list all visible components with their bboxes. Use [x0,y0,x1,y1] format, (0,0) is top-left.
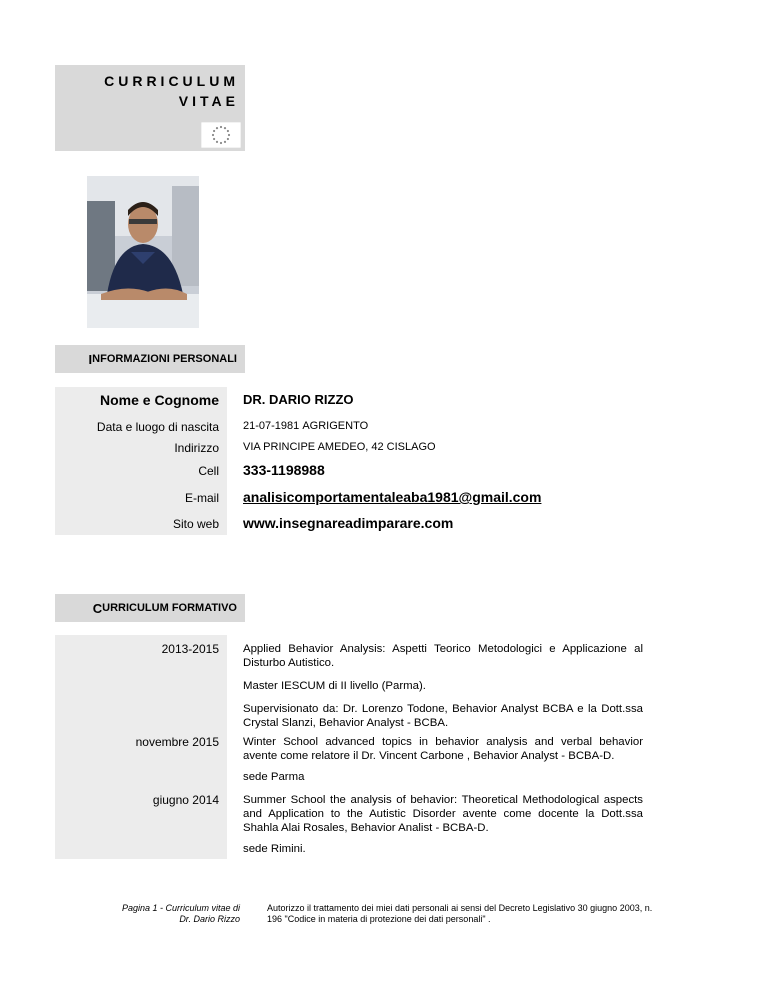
birth-place: AGRIGENTO [302,420,369,432]
personal-info-header [55,345,245,373]
personal-info-label-column [55,387,227,535]
entry-date: 2013-2015 [161,642,219,656]
cv-title-line1: CURRICULUM [104,73,239,89]
training-header [55,594,245,622]
cv-title [104,71,239,111]
footer-page-info [122,903,240,925]
name-value: DR. DARIO RIZZO [243,392,354,407]
footer-page-line2: Dr. Dario Rizzo [179,914,240,924]
address-label: Indirizzo [174,441,219,455]
entry-paragraph: Applied Behavior Analysis: Aspetti Teorico Metodologici e Applicazione al Disturbo Autistico. [243,643,643,669]
email-link[interactable]: analisicomportamentaleaba1981@gmail.com [243,489,542,505]
birth-date: 21-07-1981 [243,420,300,432]
entry-paragraph: Supervisionato da: Dr. Lorenzo Todone, Behavior Analyst BCBA e la Dott.ssa Crystal Slanzi, Behavior Analyst - BCBA. [243,703,643,729]
training-header-initial: C [92,600,103,616]
footer-privacy-note: Autorizzo il trattamento dei miei dati personali ai sensi del Decreto Legislativo 30 giugno 2003, n. 196 "Codice in materia di protezione dei dati personali" . [267,903,653,924]
profile-photo [87,176,199,328]
cv-header-box [55,65,245,151]
entry-paragraph: Summer School the analysis of behavior: Theoretical Methodological aspects and Application to the Autistic Disorder avente come docente la Dott.ssa Shahla Alai Rosales, Behavior Analist - BCBA-D. [243,794,643,834]
entry-paragraph: sede Parma [243,771,305,783]
entry-paragraph: sede Rimini. [243,843,306,855]
eu-flag-icon [201,122,241,148]
birth-value [243,420,368,432]
email-label: E-mail [184,491,219,505]
website-label: Sito web [172,517,219,531]
cv-title-line2: VITAE [178,93,239,109]
entry-paragraph: Winter School advanced topics in behavior analysis and verbal behavior avente come relatore il Dr. Vincent Carbone , Behavior Analyst - BCBA-D. [243,736,643,762]
personal-info-header-rest: NFORMAZIONI PERSONALI [92,353,237,365]
website-link[interactable]: www.insegnareadimparare.com [243,515,454,531]
footer-page-line1: Pagina 1 - Curriculum vitae di [121,903,240,913]
cell-label: Cell [198,464,219,478]
name-label: Nome e Cognome [99,392,219,408]
cell-value: 333-1198988 [243,462,325,478]
training-header-rest: URRICULUM FORMATIVO [102,602,237,614]
personal-info-header-initial: I [88,351,93,367]
entry-date: novembre 2015 [135,735,219,749]
address-value: VIA PRINCIPE AMEDEO, 42 CISLAGO [243,441,436,453]
entry-date: giugno 2014 [152,793,219,807]
entry-paragraph: Master IESCUM di II livello (Parma). [243,680,426,692]
birth-label: Data e luogo di nascita [96,420,219,434]
